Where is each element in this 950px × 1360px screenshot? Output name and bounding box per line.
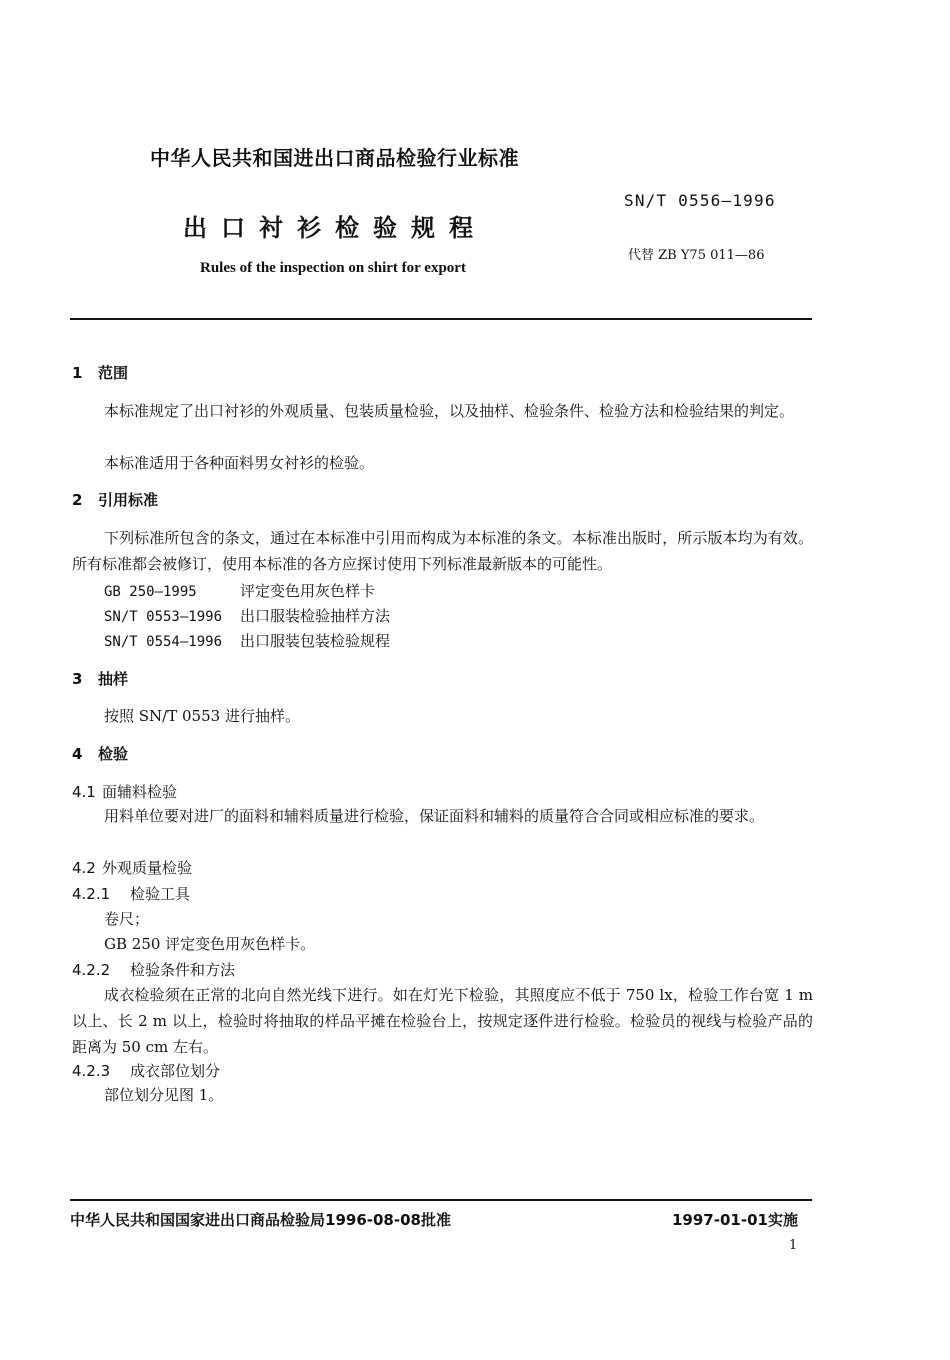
section-1-heading <box>72 362 128 383</box>
reference-title: 出口服装检验抽样方法 <box>240 607 391 625</box>
reference-item <box>104 630 390 651</box>
subsection-4-2-2-paragraph: 成衣检验须在正常的北向自然光线下进行。如在灯光下检验，其照度应不低于 750 lx，检验工作台宽 1 m 以上、长 2 m 以上，检验时将抽取的样品平摊在检验台上，按规定逐件进行检验。检验员的视线与检验产品的距离为 50 cm 左右。 <box>72 986 813 1056</box>
section-1-paragraph-1: 本标准规定了出口衬衫的外观质量、包装质量检验，以及抽样、检验条件、检验方法和检验结果的判定。 <box>104 402 795 420</box>
section-number: 4 <box>72 745 83 763</box>
subsection-4-2-3-heading <box>72 1060 220 1081</box>
section-number: 1 <box>72 364 83 382</box>
section-number: 3 <box>72 670 83 688</box>
reference-code: SN/T 0553—1996 <box>104 609 223 625</box>
section-1-paragraph-2: 本标准适用于各种面料男女衬衫的检验。 <box>104 454 375 472</box>
reference-code: SN/T 0554—1996 <box>104 634 223 650</box>
section-3-heading <box>72 668 128 689</box>
footer-divider <box>70 1199 812 1201</box>
subsection-4-1-heading <box>72 781 177 802</box>
subsection-title: 成衣部位划分 <box>130 1062 221 1080</box>
tool-item: 卷尺； <box>104 910 150 928</box>
reference-title: 评定变色用灰色样卡 <box>240 582 376 600</box>
subsection-title: 面辅料检验 <box>102 783 178 801</box>
reference-item <box>104 580 375 601</box>
subsection-4-2-2-heading <box>72 959 235 980</box>
standard-code: SN/T 0556—1996 <box>624 191 776 210</box>
reference-code: GB 250—1995 <box>104 584 197 600</box>
organization-title: 中华人民共和国进出口商品检验行业标准 <box>150 146 519 170</box>
subsection-number: 4.2.2 <box>72 961 111 979</box>
subsection-number: 4.2 <box>72 859 96 877</box>
page-number: 1 <box>789 1238 798 1253</box>
section-4-heading <box>72 743 128 764</box>
subsection-4-1-paragraph: 用料单位要对进厂的面料和辅料质量进行检验，保证面料和辅料的质量符合合同或相应标准的要求。 <box>104 807 765 825</box>
subsection-number: 4.1 <box>72 783 96 801</box>
section-2-heading <box>72 489 158 510</box>
section-2-paragraph-1: 下列标准所包含的条文，通过在本标准中引用而构成为本标准的条文。本标准出版时，所示版本均为有效。所有标准都会被修订，使用本标准的各方应探讨使用下列标准最新版本的可能性。 <box>72 529 813 573</box>
subsection-title: 外观质量检验 <box>102 859 193 877</box>
section-title: 引用标准 <box>98 491 159 509</box>
subsection-4-2-1-heading <box>72 883 190 904</box>
subsection-4-2-3-paragraph: 部位划分见图 1。 <box>104 1086 224 1104</box>
subsection-4-2-heading <box>72 857 192 878</box>
reference-title: 出口服装包装检验规程 <box>240 632 391 650</box>
replaces-standard: 代替 ZB Y75 011—86 <box>628 248 765 263</box>
reference-item <box>104 605 390 626</box>
effective-date: 1997-01-01实施 <box>672 1211 798 1229</box>
english-title: Rules of the inspection on shirt for export <box>200 260 466 276</box>
subsection-number: 4.2.3 <box>72 1062 111 1080</box>
document-title: 出口衬衫检验规程 <box>183 214 487 242</box>
tool-item: GB 250 评定变色用灰色样卡。 <box>104 935 316 953</box>
header-divider <box>70 318 812 320</box>
section-title: 抽样 <box>98 670 129 688</box>
approval-statement: 中华人民共和国国家进出口商品检验局1996-08-08批准 <box>70 1211 451 1229</box>
section-title: 检验 <box>98 745 129 763</box>
subsection-title: 检验条件和方法 <box>130 961 236 979</box>
section-title: 范围 <box>98 364 129 382</box>
subsection-number: 4.2.1 <box>72 885 111 903</box>
subsection-title: 检验工具 <box>130 885 191 903</box>
section-number: 2 <box>72 491 83 509</box>
section-3-paragraph-1: 按照 SN/T 0553 进行抽样。 <box>104 707 300 725</box>
